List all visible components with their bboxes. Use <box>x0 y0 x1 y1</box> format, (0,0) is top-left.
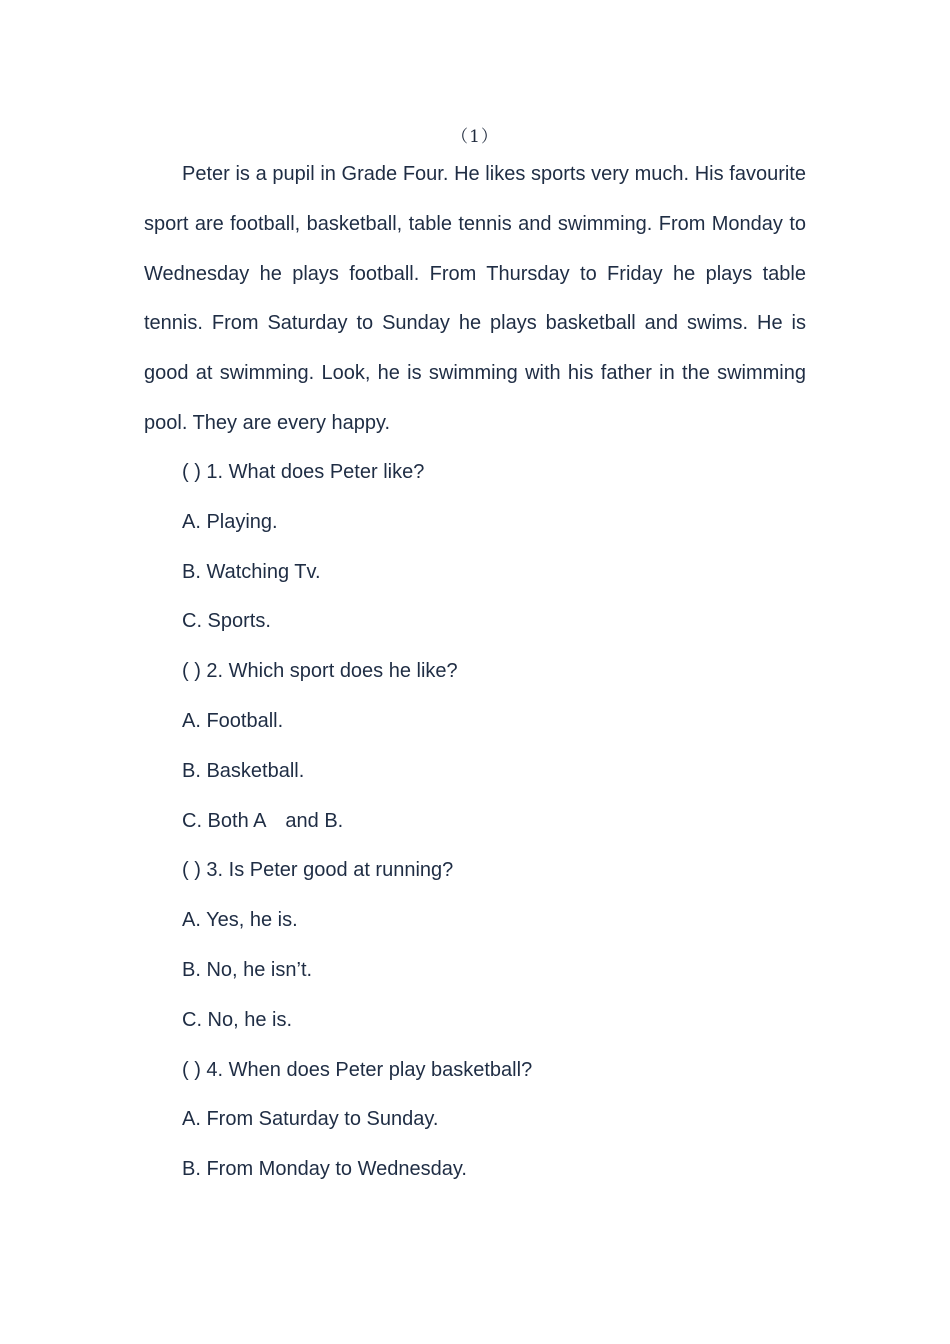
question-2: ( ) 2. Which sport does he like? <box>182 660 458 683</box>
question-list <box>182 448 802 1195</box>
question-1: ( ) 1. What does Peter like? <box>182 461 425 483</box>
question-3: ( ) 3. Is Peter good at running? <box>182 859 454 882</box>
question-1-option-a: A. Playing. <box>182 510 278 533</box>
question-1-option-c: C. Sports. <box>182 610 271 633</box>
question-4-option-b: B. From Monday to Wednesday. <box>182 1158 467 1181</box>
question-4: ( ) 4. When does Peter play basketball? <box>182 1058 533 1081</box>
section-number: （1） <box>451 127 499 147</box>
question-3-option-a: A. Yes, he is. <box>182 909 298 932</box>
question-1-option-b: B. Watching Tv. <box>182 560 321 583</box>
question-3-option-c: C. No, he is. <box>182 1008 293 1031</box>
question-3-option-b: B. No, he isn’t. <box>182 958 313 981</box>
question-4-option-a: A. From Saturday to Sunday. <box>182 1108 439 1131</box>
question-2-option-b: B. Basketball. <box>182 759 305 782</box>
question-2-option-a: A. Football. <box>182 709 284 732</box>
question-2-option-c: C. Both A and B. <box>182 809 344 832</box>
reading-passage: Peter is a pupil in Grade Four. He likes sports very much. His favourite sport are football, basketball, table tennis and swimming. From Monday to Wednesday he plays football. From Thursday to Friday he plays table tennis. From Saturday to Sunday he plays basketball and swims. He is good at swimming. Look, he is swimming with his father in the swimming pool. They are every happy. <box>144 163 806 434</box>
